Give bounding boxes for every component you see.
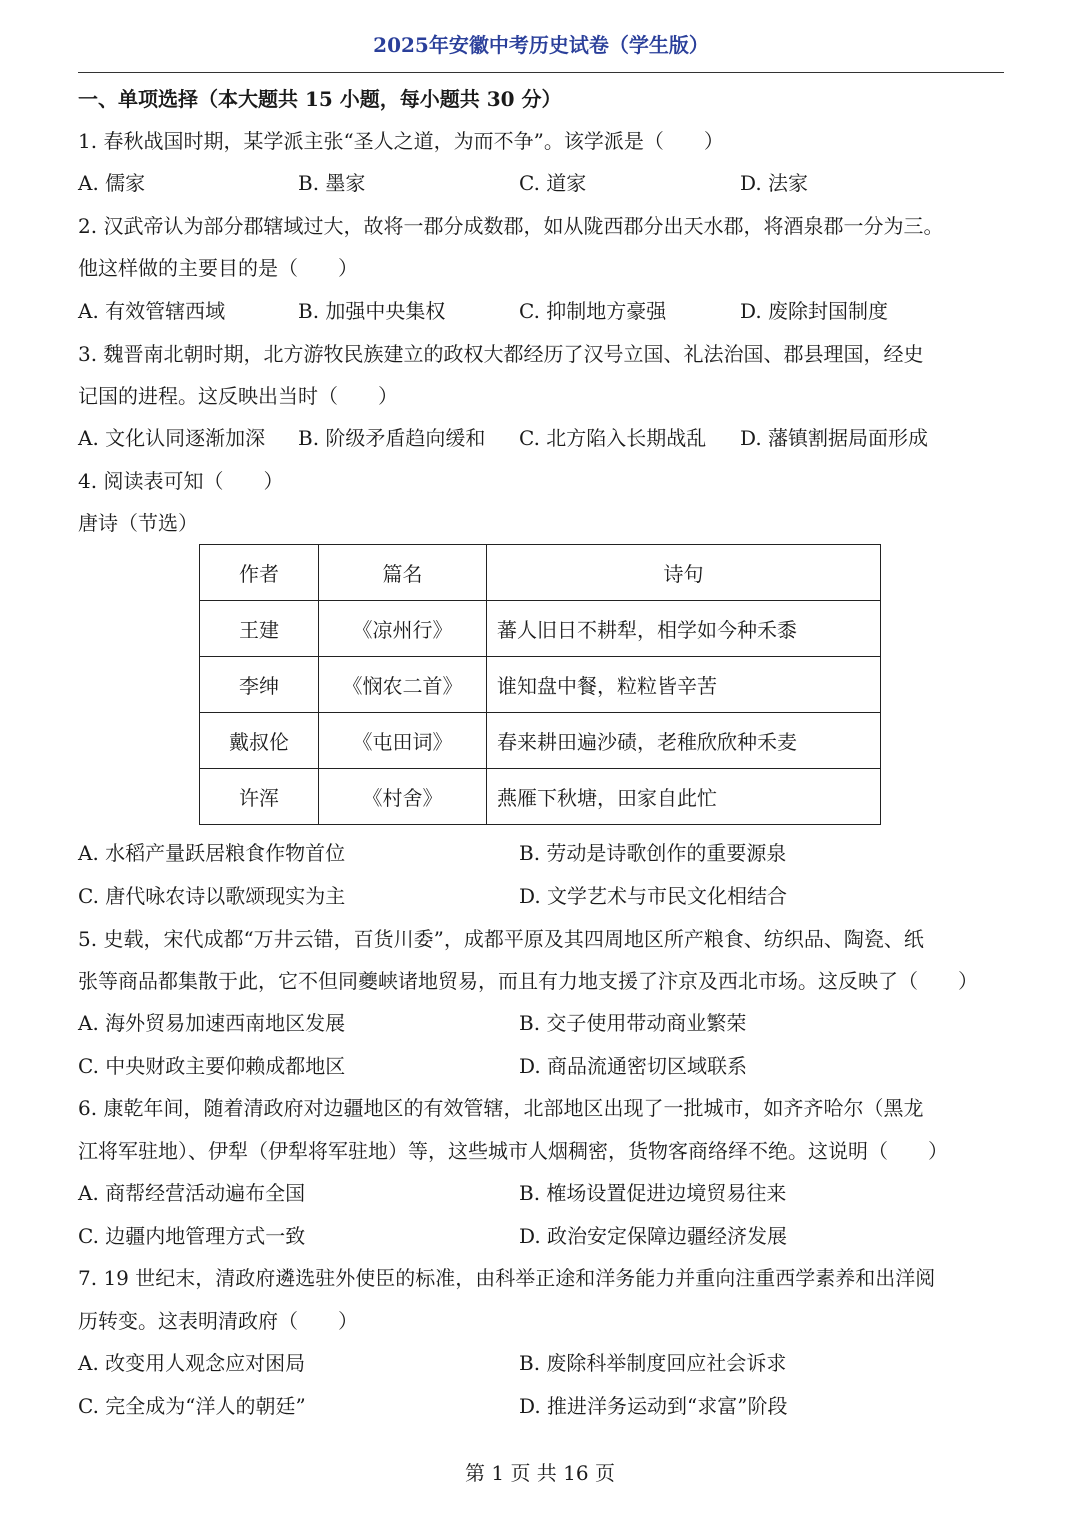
- table-cell-title: 《凉州行》: [319, 601, 487, 657]
- question-7-option-d: D. 推进洋务运动到“求富”阶段: [519, 1394, 788, 1418]
- question-3-stem-line-1: 3. 魏晋南北朝时期，北方游牧民族建立的政权大都经历了汉号立国、礼法治国、郡县理国，经史: [78, 342, 924, 366]
- question-6-option-d: D. 政治安定保障边疆经济发展: [519, 1224, 788, 1248]
- question-6-stem-line-1: 6. 康乾年间，随着清政府对边疆地区的有效管辖，北部地区出现了一批城市，如齐齐哈尔（黑龙: [78, 1096, 924, 1120]
- table-cell-author: 王建: [200, 601, 319, 657]
- question-1-option-a: A. 儒家: [78, 171, 146, 195]
- table-cell-title: 《悯农二首》: [319, 657, 487, 713]
- table-cell-author: 戴叔伦: [200, 713, 319, 769]
- question-6-option-c: C. 边疆内地管理方式一致: [78, 1224, 306, 1248]
- question-5-option-b: B. 交子使用带动商业繁荣: [519, 1011, 747, 1035]
- question-4-option-c: C. 唐代咏农诗以歌颂现实为主: [78, 884, 346, 908]
- question-6-option-a: A. 商帮经营活动遍布全国: [78, 1181, 306, 1205]
- question-6-stem-line-2: 江将军驻地）、伊犁（伊犁将军驻地）等，这些城市人烟稠密，货物客商络绎不绝。这说明（ ）: [78, 1139, 948, 1163]
- question-2-option-b: B. 加强中央集权: [298, 299, 446, 323]
- question-2-option-a: A. 有效管辖西域: [78, 299, 226, 323]
- exam-title: 2025年安徽中考历史试卷（学生版）: [373, 33, 709, 57]
- table-cell-verse: 春来耕田遍沙碛，老稚欣欣种禾麦: [487, 713, 881, 769]
- question-1-option-c: C. 道家: [519, 171, 587, 195]
- question-5-option-c: C. 中央财政主要仰赖成都地区: [78, 1054, 346, 1078]
- table-row: [200, 769, 881, 825]
- table-cell-verse: 谁知盘中餐，粒粒皆辛苦: [487, 657, 881, 713]
- table-cell-author: 许浑: [200, 769, 319, 825]
- question-4-option-a: A. 水稻产量跃居粮食作物首位: [78, 841, 346, 865]
- table-cell-verse: 蕃人旧日不耕犁，相学如今种禾黍: [487, 601, 881, 657]
- question-5-stem-line-1: 5. 史载，宋代成都“万井云错，百货川委”，成都平原及其四周地区所产粮食、纺织品、陶瓷、纸: [78, 927, 924, 951]
- question-4-stem: 4. 阅读表可知（ ）: [78, 469, 284, 493]
- question-1-option-b: B. 墨家: [298, 171, 366, 195]
- question-7-stem-line-1: 7. 19 世纪末，清政府遴选驻外使臣的标准，由科举正途和洋务能力并重向注重西学素养和出洋阅: [78, 1266, 936, 1290]
- section-title: 一、单项选择（本大题共 15 小题，每小题共 30 分）: [78, 87, 562, 111]
- question-5-option-d: D. 商品流通密切区域联系: [519, 1054, 748, 1078]
- question-4-option-d: D. 文学艺术与市民文化相结合: [519, 884, 788, 908]
- question-3-stem-line-2: 记国的进程。这反映出当时（ ）: [78, 384, 398, 408]
- table-header-title: 篇名: [319, 545, 487, 601]
- table-cell-verse: 燕雁下秋塘，田家自此忙: [487, 769, 881, 825]
- question-4-option-b: B. 劳动是诗歌创作的重要源泉: [519, 841, 787, 865]
- question-7-option-a: A. 改变用人观念应对困局: [78, 1351, 306, 1375]
- table-cell-author: 李绅: [200, 657, 319, 713]
- question-7-option-b: B. 废除科举制度回应社会诉求: [519, 1351, 787, 1375]
- poem-table: [199, 544, 881, 825]
- question-2-stem-line-2: 他这样做的主要目的是（ ）: [78, 256, 358, 280]
- table-cell-title: 《村舍》: [319, 769, 487, 825]
- question-3-option-a: A. 文化认同逐渐加深: [78, 426, 266, 450]
- question-2-stem-line-1: 2. 汉武帝认为部分郡辖域过大，故将一郡分成数郡，如从陇西郡分出天水郡，将酒泉郡一分为三。: [78, 214, 944, 238]
- question-7-stem-line-2: 历转变。这表明清政府（ ）: [78, 1309, 358, 1333]
- table-cell-title: 《屯田词》: [319, 713, 487, 769]
- question-3-option-b: B. 阶级矛盾趋向缓和: [298, 426, 486, 450]
- question-5-stem-line-2: 张等商品都集散于此，它不但同夔峡诸地贸易，而且有力地支援了汴京及西北市场。这反映了（ ）: [78, 969, 978, 993]
- question-3-option-d: D. 藩镇割据局面形成: [740, 426, 929, 450]
- page-number: 第 1 页 共 16 页: [465, 1461, 615, 1485]
- table-row: [200, 601, 881, 657]
- question-7-option-c: C. 完全成为“洋人的朝廷”: [78, 1394, 306, 1418]
- table-row: [200, 657, 881, 713]
- question-1-stem: 1. 春秋战国时期，某学派主张“圣人之道，为而不争”。该学派是（ ）: [78, 129, 724, 153]
- table-header-author: 作者: [200, 545, 319, 601]
- question-6-option-b: B. 榷场设置促进边境贸易往来: [519, 1181, 787, 1205]
- question-5-option-a: A. 海外贸易加速西南地区发展: [78, 1011, 346, 1035]
- question-1-option-d: D. 法家: [740, 171, 809, 195]
- table-header-verse: 诗句: [487, 545, 881, 601]
- question-2-option-c: C. 抑制地方豪强: [519, 299, 667, 323]
- table-caption: 唐诗（节选）: [78, 511, 198, 535]
- question-2-option-d: D. 废除封国制度: [740, 299, 889, 323]
- page-header: [78, 28, 1004, 73]
- question-3-option-c: C. 北方陷入长期战乱: [519, 426, 707, 450]
- table-header-row: [200, 545, 881, 601]
- table-row: [200, 713, 881, 769]
